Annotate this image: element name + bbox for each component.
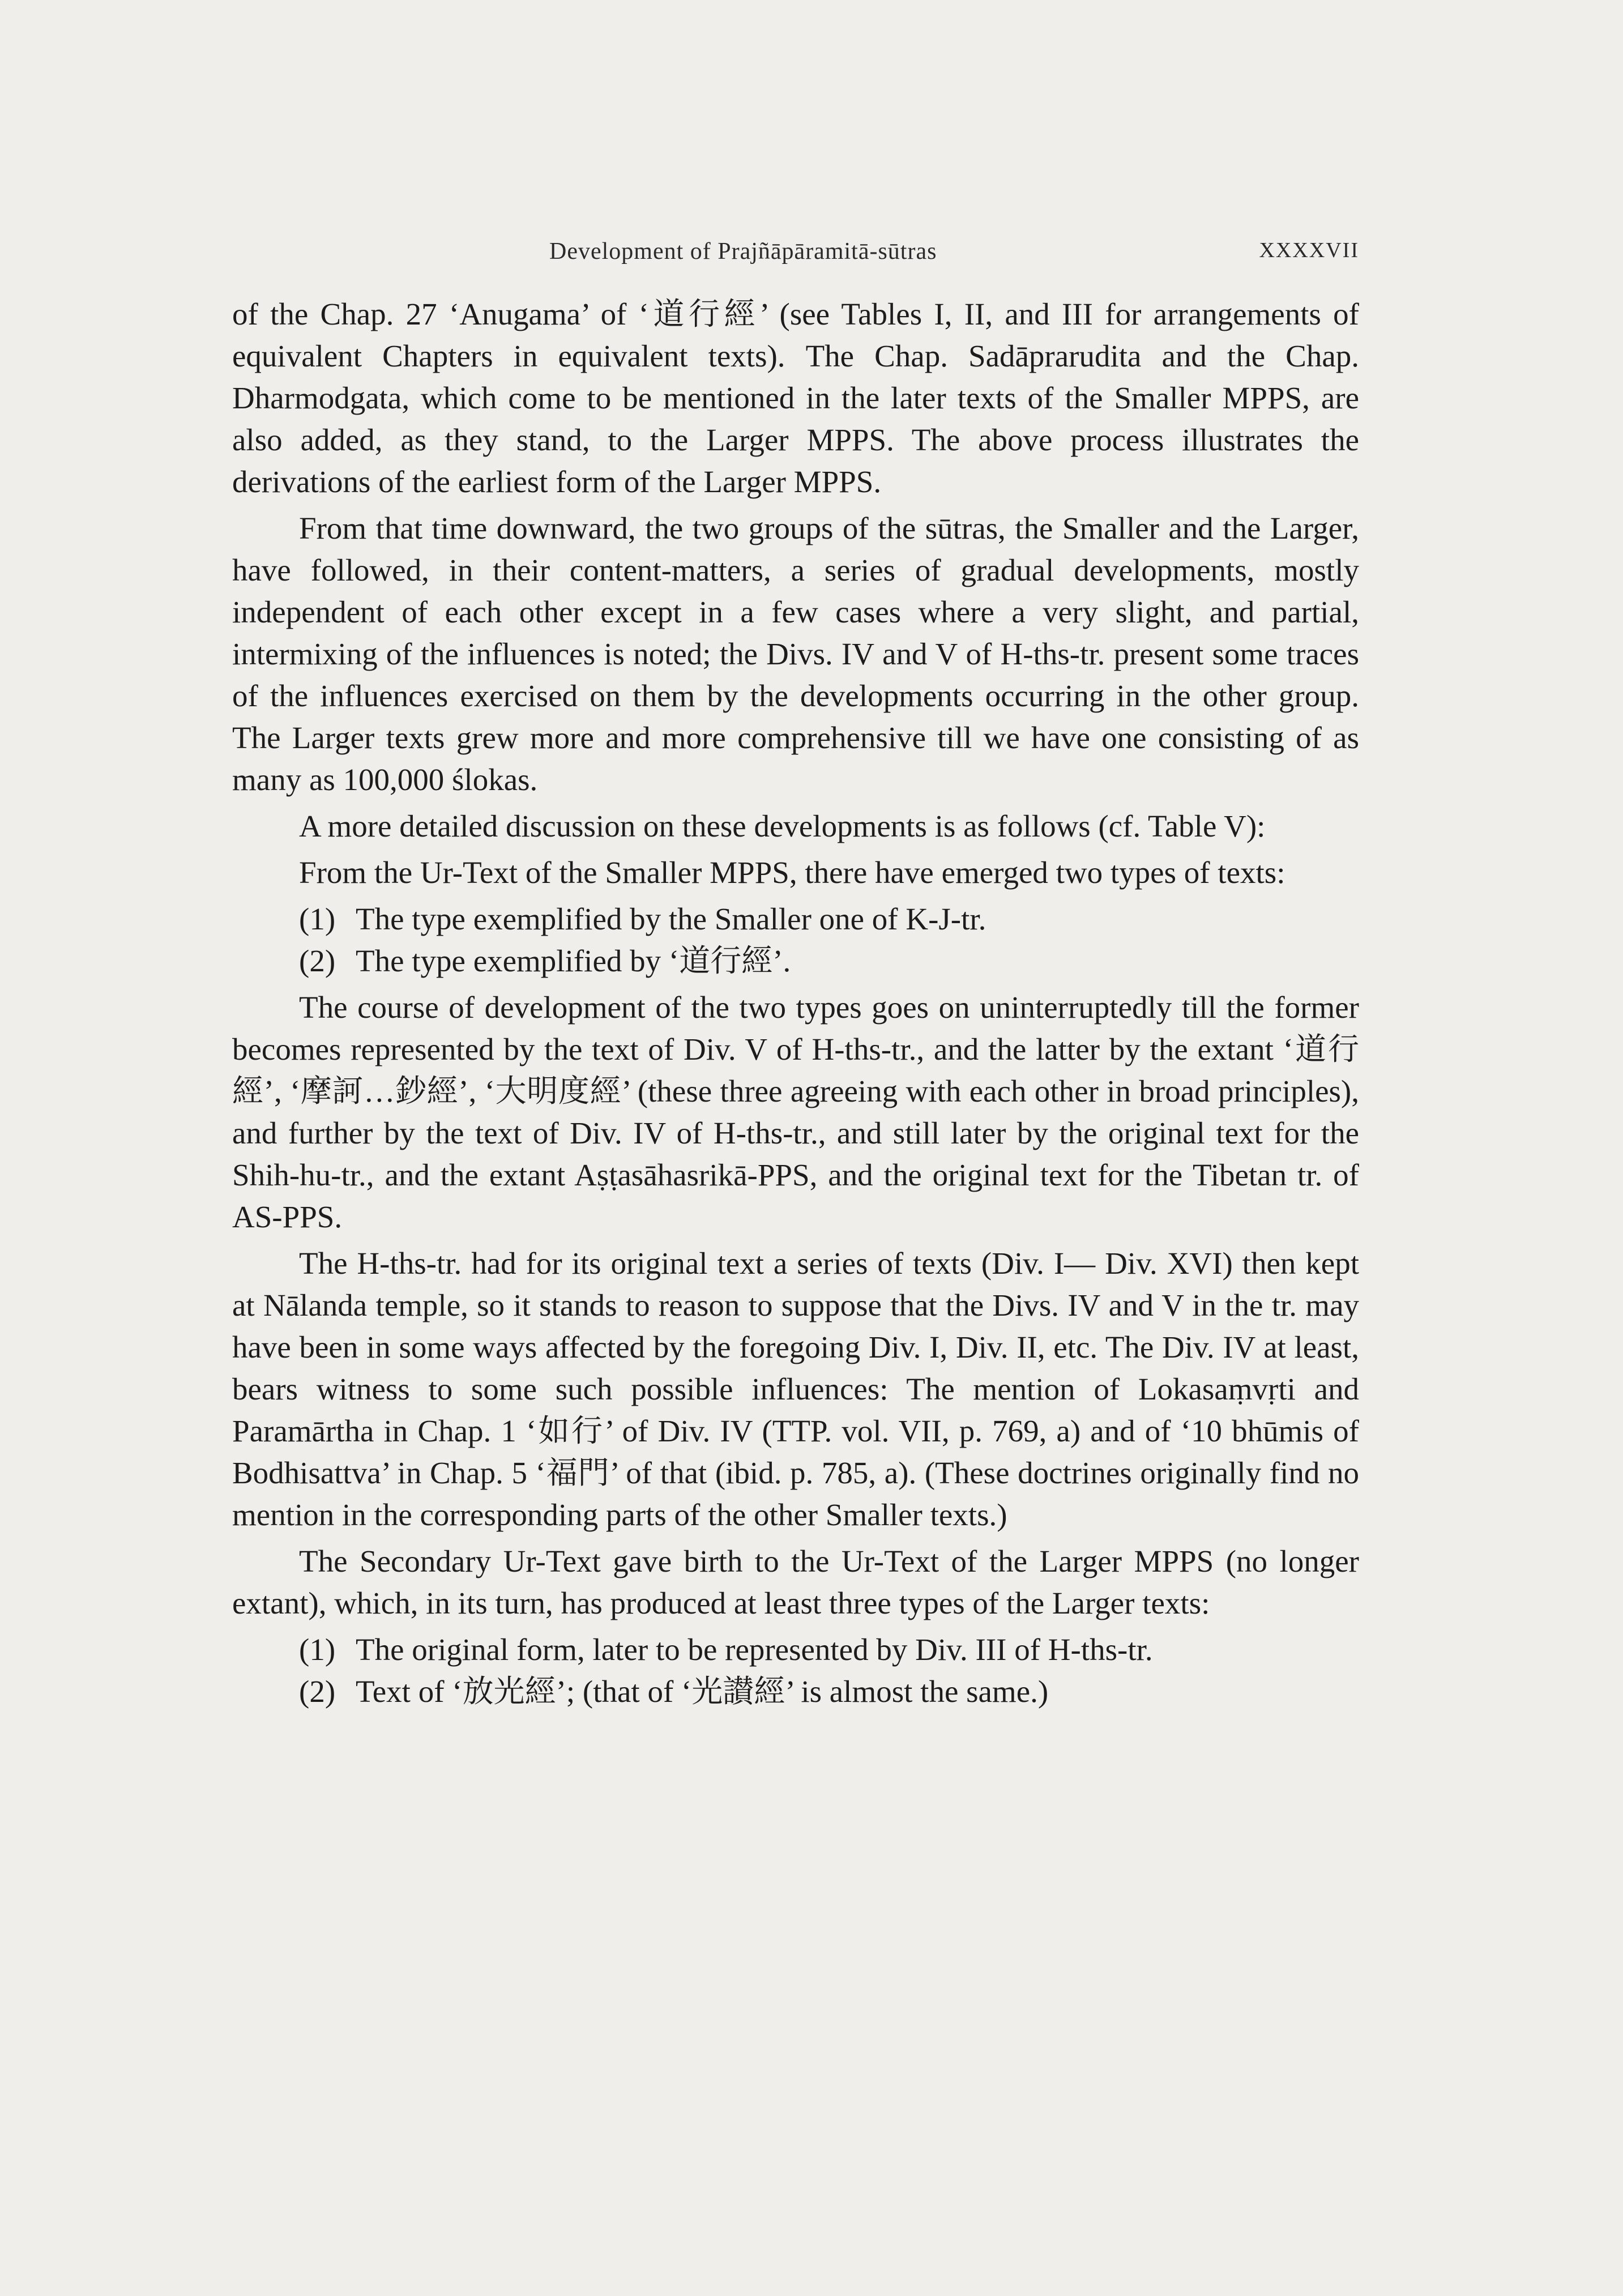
paragraph-smaller-types: From the Ur-Text of the Smaller MPPS, there have emerged two types of texts: [299, 855, 1285, 890]
running-header [232, 238, 1359, 272]
paragraph-discussion-intro: A more detailed discussion on these developments is as follows (cf. Table V): [299, 809, 1266, 843]
list-number: (2) [299, 944, 336, 978]
list-item [232, 1629, 1359, 1671]
page-number: XXXXVII [1259, 238, 1359, 262]
list-text: The type exemplified by the Smaller one of K-J-tr. [356, 902, 986, 936]
list-text: Text of ‘放光經’; (that of ‘光讃經’ is almost the same.) [356, 1674, 1049, 1709]
list-number: (1) [299, 1632, 336, 1667]
list-item [232, 940, 1359, 982]
paragraph-course-of-development: The course of development of the two types goes on uninterruptedly till the former becomes represented by the text of Div. V of H-ths-tr., and the latter by the extant ‘道行經’, ‘摩訶…鈔經’, ‘大明度經’ (these three agreeing with each other in broad principles), and further by the text of Div. IV of H-ths-tr., and still later by the original text for the Shih-hu-tr., and the extant Aṣṭasāhasrikā-PPS, and the original text for the Tibetan tr. of AS-PPS. [232, 990, 1359, 1234]
list-text: The type exemplified by ‘道行經’. [356, 944, 791, 978]
running-title: Development of Prajñāpāramitā-sūtras [549, 238, 937, 264]
paragraph-continuation: of the Chap. 27 ‘Anugama’ of ‘道行經’ (see Tables I, II, and III for arrangements of equivalent Chapters in equivalent texts). The Chap. Sadāprarudita and the Chap. Dharmodgata, which come to be mentioned in the later texts of the Smaller MPPS, are also added, as they stand, to the Larger MPPS. The above process illustrates the derivations of the earliest form of the Larger MPPS. [232, 297, 1359, 499]
list-item [232, 1671, 1359, 1713]
list-item [232, 898, 1359, 940]
list-number: (2) [299, 1674, 336, 1709]
body-text [232, 293, 1359, 1713]
paragraph-secondary-ur-text: The Secondary Ur-Text gave birth to the Ur-Text of the Larger MPPS (no longer extant), which, in its turn, has produced at least three types of the Larger texts: [232, 1544, 1359, 1620]
paragraph-hths-tr: The H-ths-tr. had for its original text a series of texts (Div. I— Div. XVI) then kept at Nālanda temple, so it stands to reason to suppose that the Divs. IV and V in the tr. may have been in some ways affected by the foregoing Div. I, Div. II, etc. The Div. IV at least, bears witness to some such possible influences: The mention of Lokasaṃvṛti and Paramārtha in Chap. 1 ‘如行’ of Div. IV (TTP. vol. VII, p. 769, a) and of ‘10 bhūmis of Bodhisattva’ in Chap. 5 ‘福門’ of that (ibid. p. 785, a). (These doctrines originally find no mention in the corresponding parts of the other Smaller texts.) [232, 1246, 1359, 1532]
paragraph-developments: From that time downward, the two groups of the sūtras, the Smaller and the Larger, have followed, in their content-matters, a series of gradual developments, mostly independent of each other except in a few cases where a very slight, and partial, intermixing of the influences is noted; the Divs. IV and V of H-ths-tr. present some traces of the influences exercised on them by the developments occurring in the other group. The Larger texts grew more and more comprehensive till we have one consisting of as many as 100,000 ślokas. [232, 511, 1359, 797]
list-text: The original form, later to be represented by Div. III of H-ths-tr. [356, 1632, 1153, 1667]
list-number: (1) [299, 902, 336, 936]
